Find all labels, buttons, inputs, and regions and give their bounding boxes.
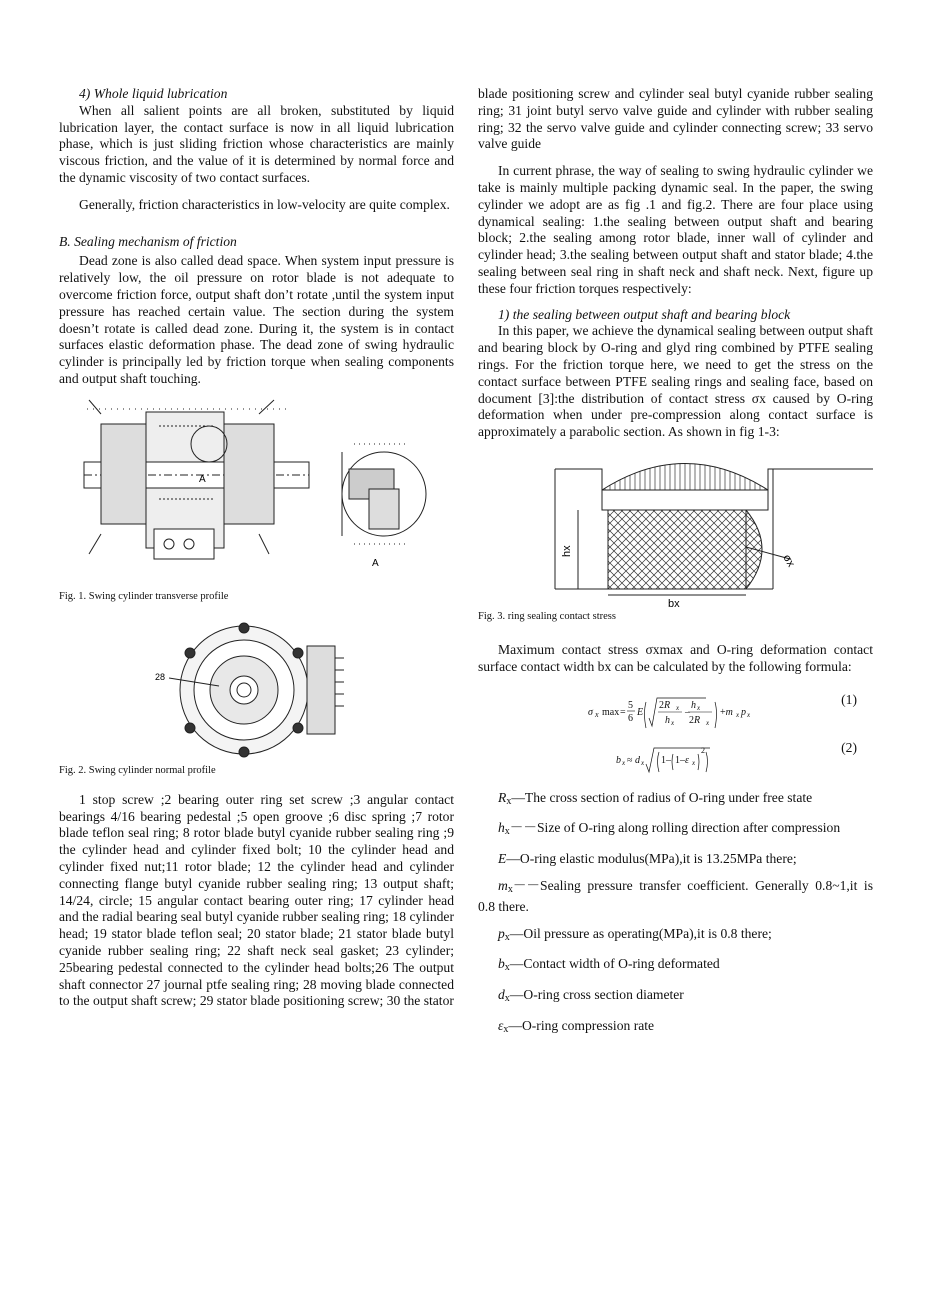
variable-definition [478, 987, 873, 1008]
figure-2-label-28: 28 [155, 671, 166, 682]
svg-text:max: max [602, 706, 620, 718]
figure-2 [59, 618, 454, 758]
figure-2-drawing [59, 618, 454, 758]
right-column [478, 86, 873, 1039]
svg-text:x: x [747, 710, 751, 719]
variable-definition [478, 956, 873, 977]
variable-description: —O-ring elastic modulus(MPa),it is 13.25MPa there; [506, 851, 797, 867]
figure-1-caption: Fig. 1. Swing cylinder transverse profile [59, 590, 229, 602]
left-column [59, 86, 454, 1010]
variable-subscript: x [504, 962, 510, 974]
variable-definitions [478, 790, 873, 1039]
variable-definition [478, 851, 873, 868]
svg-text:h: h [691, 699, 696, 711]
svg-text:≈: ≈ [627, 754, 633, 766]
variable-symbol: d [498, 987, 505, 1003]
svg-text:x: x [671, 718, 675, 727]
figure-3-label-bx: bx [668, 597, 680, 610]
paragraph-maximum-contact-stress: Maximum contact stress σxmax and O-ring deformation contact surface contact width bx can be calculated by the following formula: [478, 641, 873, 674]
svg-text:=: = [620, 706, 626, 718]
equation-1-number: (1) [841, 691, 857, 707]
variable-description: —Contact width of O-ring deformated [509, 956, 720, 972]
figure-3-caption: Fig. 3. ring sealing contact stress [478, 610, 616, 622]
variable-subscript: x [506, 795, 512, 807]
figure-2-caption: Fig. 2. Swing cylinder normal profile [59, 764, 216, 776]
paragraph-sealing-way: In current phrase, the way of sealing to swing hydraulic cylinder we take is mainly multiple packing dynamic seal. In the paper, the swing cylinder we adopt are as fig .1 and fig.2. There are four place using dynamical sealing: 1.the sealing between output shaft and bearing block; 2.the sealing among rotor blade, inner wall of cylinder and cylinder head; 3.the sealing between output shaft and stator blade; 4.the sealing between seal ring in shaft neck and shaft neck. Next, figure up these four friction torques respectively: [478, 163, 873, 296]
equation-1 [478, 688, 873, 732]
variable-subscript: x [503, 1023, 509, 1035]
variable-definition [478, 1018, 873, 1039]
figure-3-drawing [478, 447, 873, 610]
svg-text:6: 6 [628, 712, 633, 724]
variable-symbol: h [498, 820, 505, 836]
svg-text:2: 2 [701, 745, 705, 755]
svg-text:+m: +m [720, 706, 733, 718]
variable-symbol: m [498, 877, 508, 893]
variable-subscript: x [504, 826, 510, 838]
svg-text:2R: 2R [689, 714, 701, 726]
svg-text:h: h [665, 714, 670, 726]
paragraph-parts-list: 1 stop screw ;2 bearing outer ring set screw ;3 angular contact bearings 4/16 bearing pedestal ;5 open groove ;6 disc spring ;7 rotor blade teflon seal ring; 8 rotor blade butyl cyanide rubber sealing ring ;9 the cylinder head and cylinder fixed bolt; 10 the cylinder head and cylinder fixed nut;11 rotor blade; 12 the cylinder head and cylinder connecting flange butyl cyanide rubber sealing ring; 13 output shaft; 14/24, circle; 15 angular contact bearing outer ring; 17 cylinder head and the radial bearing seal butyl cyanide rubber sealing ring; 18 cylinder head; 19 stator blade teflon seal; 20 stator blade; 21 stator blade butyl cyanide rubber sealing ring; 22 shaft neck seal gasket; 23 cylinder; 25bearing pedestal connected to the cylinder head bolts;26 The output shaft connector 27 journal ptfe sealing ring; 28 moving blade connected to the output shaft screw; 29 stator blade positioning screw; 30 the stator [59, 791, 454, 1009]
svg-text:x: x [641, 758, 645, 767]
svg-text:x: x [692, 758, 696, 767]
figure-1-drawing [59, 394, 454, 584]
variable-definition [478, 878, 873, 916]
variable-subscript: x [507, 883, 513, 895]
equation-2-number: (2) [841, 739, 857, 755]
variable-description: —The cross section of radius of O-ring under free state [511, 789, 813, 805]
svg-text:5: 5 [628, 699, 633, 711]
equation-2 [478, 736, 873, 780]
variable-description: —Oil pressure as operating(MPa),it is 0.8 there; [509, 925, 772, 941]
variable-symbol: E [498, 851, 507, 867]
figure-1-label-a2: A [372, 557, 379, 569]
svg-text:x: x [736, 710, 740, 719]
svg-text:x: x [706, 718, 710, 727]
section-heading-sealing-mechanism: B. Sealing mechanism of friction [59, 233, 237, 249]
svg-text:b: b [616, 754, 621, 766]
svg-text:–: – [685, 706, 690, 718]
equation-1-formula [478, 688, 778, 732]
variable-symbol: ε [498, 1017, 504, 1033]
subsection-heading-shaft-bearing: 1) the sealing between output shaft and bearing block [498, 306, 791, 322]
paragraph-dead-zone: Dead zone is also called dead space. When system input pressure is relatively low, the oil pressure on rotor blade is not adequate to overcome friction force, output shaft don’t rotate ,until the system input pressure has reached certain value. The section during the system doesn’t rotate is called dead zone. During it, the system is in contact surfaces elastic deformation phase. The dead zone of swing hydraulic cylinder is principally led by friction torque when sealing components and output shaft touching. [59, 253, 454, 386]
variable-description: —O-ring cross section diameter [509, 987, 684, 1003]
subsection-heading-whole-liquid-lubrication: 4) Whole liquid lubrication [79, 86, 228, 101]
svg-text:2R: 2R [659, 699, 671, 711]
variable-symbol: p [498, 925, 505, 941]
variable-subscript: x [504, 931, 510, 943]
svg-text:σ: σ [588, 706, 593, 718]
variable-description: —O-ring compression rate [508, 1017, 655, 1033]
svg-text:1–ε: 1–ε [675, 754, 689, 766]
svg-text:1–: 1– [661, 754, 671, 766]
svg-text:E: E [637, 706, 644, 718]
variable-symbol: b [498, 956, 505, 972]
svg-text:x: x [622, 758, 626, 767]
paragraph-friction-complex: Generally, friction characteristics in low-velocity are quite complex. [79, 196, 450, 212]
figure-3-label-sigma-x: σx [780, 552, 797, 570]
figure-1 [59, 394, 454, 584]
svg-text:p: p [741, 706, 746, 718]
figure-1-label-a: A [199, 473, 206, 485]
figure-3-label-hx: hx [561, 545, 573, 557]
svg-text:x: x [595, 709, 599, 719]
svg-text:d: d [635, 754, 640, 766]
variable-subscript: x [504, 993, 510, 1005]
equation-2-formula [478, 736, 778, 780]
variable-definition [478, 790, 873, 811]
variable-description: －－Sealing pressure transfer coefficient. Generally 0.8~1,it is 0.8 there. [478, 877, 873, 914]
paragraph-parts-list-continued: blade positioning screw and cylinder seal butyl cyanide rubber sealing ring; 31 joint butyl servo valve guide and cylinder with rubber sealing ring; 32 the servo valve guide and cylinder connecting screw; 33 servo valve guide [478, 86, 873, 152]
svg-text:x: x [676, 703, 680, 712]
figure-3 [478, 447, 873, 610]
variable-definition [478, 820, 873, 841]
paragraph-dynamical-sealing: In this paper, we achieve the dynamical sealing between output shaft and bearing block by O-ring and glyd ring combined by PTFE sealing rings. For the friction torque here, we need to get the stress on the contact surface between PTFE sealing rings and sealing face, based on document [3]:the distribution of contact stress σx caused by O-ring deformation when under pre-compression along contact surface is approximately a parabolic section. As shown in fig 1-3: [478, 323, 873, 440]
variable-definition [478, 926, 873, 947]
variable-symbol: R [498, 789, 507, 805]
paragraph-whole-liquid: When all salient points are all broken, substituted by liquid lubrication layer, the contact surface is now in all liquid lubrication phase, which is just sliding friction whose characteristics are mainly viscous friction, and the value of it is determined by normal force and the dynamic viscosity of two contact surfaces. [59, 102, 454, 185]
variable-description: －－Size of O-ring along rolling direction after compression [509, 820, 841, 836]
svg-text:x: x [697, 703, 701, 712]
